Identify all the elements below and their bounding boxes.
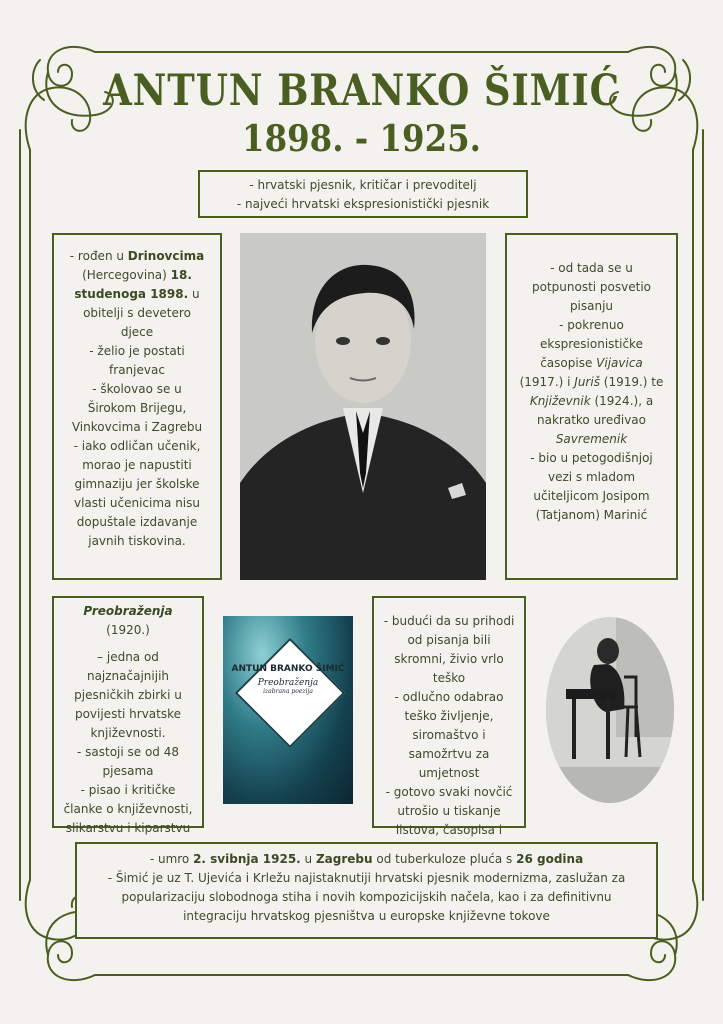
- hardship-item-3: - gotovo svaki novčić utrošio u tiskanje listova, časopisa i: [385, 785, 513, 837]
- early-life-box: [52, 233, 222, 580]
- book-item-3: - pisao i kritičke članke o književnosti, slikarstvu i kiparstvu: [63, 783, 193, 835]
- magazine-juris: Juriš: [574, 375, 600, 389]
- writer-at-desk-illustration: [546, 617, 674, 803]
- early-item-3: - školovao se u Širokom Brijegu, Vinkovcima i Zagrebu: [71, 382, 203, 434]
- birth-date: 18. studenoga 1898.: [74, 268, 192, 301]
- hardship-item-1: - budući da su prihodi od pisanja bili skromni, živio vrlo teško: [383, 614, 515, 685]
- death-mid: u: [300, 852, 316, 866]
- early-item-2: - želio je postati franjevac: [89, 344, 185, 377]
- early-item-4: - iako odličan učenik, morao je napustiti gimnaziju jer školske vlasti učenicima nisu dopuštale izdavanje javnih tiskovina.: [73, 439, 201, 548]
- book-cover-image: [223, 616, 353, 804]
- legacy-box: [75, 842, 658, 939]
- career-item-2: [517, 316, 666, 449]
- birth-info: [68, 247, 206, 342]
- book-year: (1920.): [106, 623, 150, 637]
- birth-region: (Hercegovina): [82, 268, 167, 282]
- career-item-3: - bio u petogodišnjoj vezi s mladom učiteljicom Josipom (Tatjanom) Marinić: [530, 451, 653, 522]
- birth-place: Drinovcima: [127, 249, 205, 263]
- book-item-2: - sastoji se od 48 pjesama: [76, 745, 180, 778]
- birth-prefix: - rođen u: [69, 249, 128, 263]
- magazine-knjizevnik: Književnik: [529, 394, 591, 408]
- legacy-text: - Šimić je uz T. Ujevića i Krležu najistaknutiji hrvatski pjesnik modernizma, zaslužan za popularizaciju slobodnoga stiha i novih kompozicijskih načela, kao i za definitivnu integraciju hrvatskog pjesništva u europske književne tokove: [107, 871, 626, 923]
- book-box: [52, 596, 204, 835]
- career-item-1: - od tada se u potpunosti posvetio pisanju: [531, 261, 651, 313]
- portrait-illustration: [240, 233, 486, 580]
- magazine-savremenik: Savremenik: [555, 432, 628, 446]
- death-date: 2. svibnja 1925.: [193, 852, 301, 866]
- career-box: [505, 233, 678, 580]
- cover-text: [223, 664, 353, 695]
- cover-title: Preobraženja: [257, 678, 319, 688]
- career-item-2-b: (1917.) i: [519, 375, 575, 389]
- intro-line-1: - hrvatski pjesnik, kritičar i prevoditelj: [249, 178, 477, 192]
- intro-box: [198, 170, 528, 218]
- birth-family: u obitelji s devetero djece: [83, 287, 200, 339]
- book-item-1: – jedna od najznačajnijih pjesničkih zbirki u povijesti hrvatske književnosti.: [74, 650, 182, 740]
- death-age: 26 godina: [516, 852, 584, 866]
- career-item-2-a: - pokrenuo ekspresionističke časopise: [540, 318, 643, 370]
- hardship-box: [372, 596, 526, 837]
- page-title: ANTUN BRANKO ŠIMIĆ: [103, 66, 620, 116]
- death-prefix: - umro: [149, 852, 194, 866]
- life-years: 1898. - 1925.: [242, 118, 481, 160]
- intro-line-2: - najveći hrvatski ekspresionistički pjesnik: [236, 197, 490, 211]
- hardship-item-2: - odlučno odabrao teško življenje, siromaštvo i samožrtvu za umjetnost: [394, 690, 504, 780]
- magazine-vijavica: Vijavica: [596, 356, 643, 370]
- death-info: [91, 850, 642, 869]
- death-cause: od tuberkuloze pluća s: [372, 852, 517, 866]
- oval-photo: [546, 617, 674, 803]
- book-heading: [62, 602, 194, 640]
- cover-subtitle: izabrana poezija: [263, 688, 313, 695]
- book-title: Preobraženja: [83, 604, 173, 618]
- death-place: Zagrebu: [315, 852, 373, 866]
- portrait-photo: [240, 233, 486, 580]
- career-item-2-c: (1919.) te: [599, 375, 664, 389]
- career-item-2-d: (1924.), a nakratko uređivao: [537, 394, 654, 427]
- cover-author: ANTUN BRANKO ŠIMIĆ: [231, 664, 345, 674]
